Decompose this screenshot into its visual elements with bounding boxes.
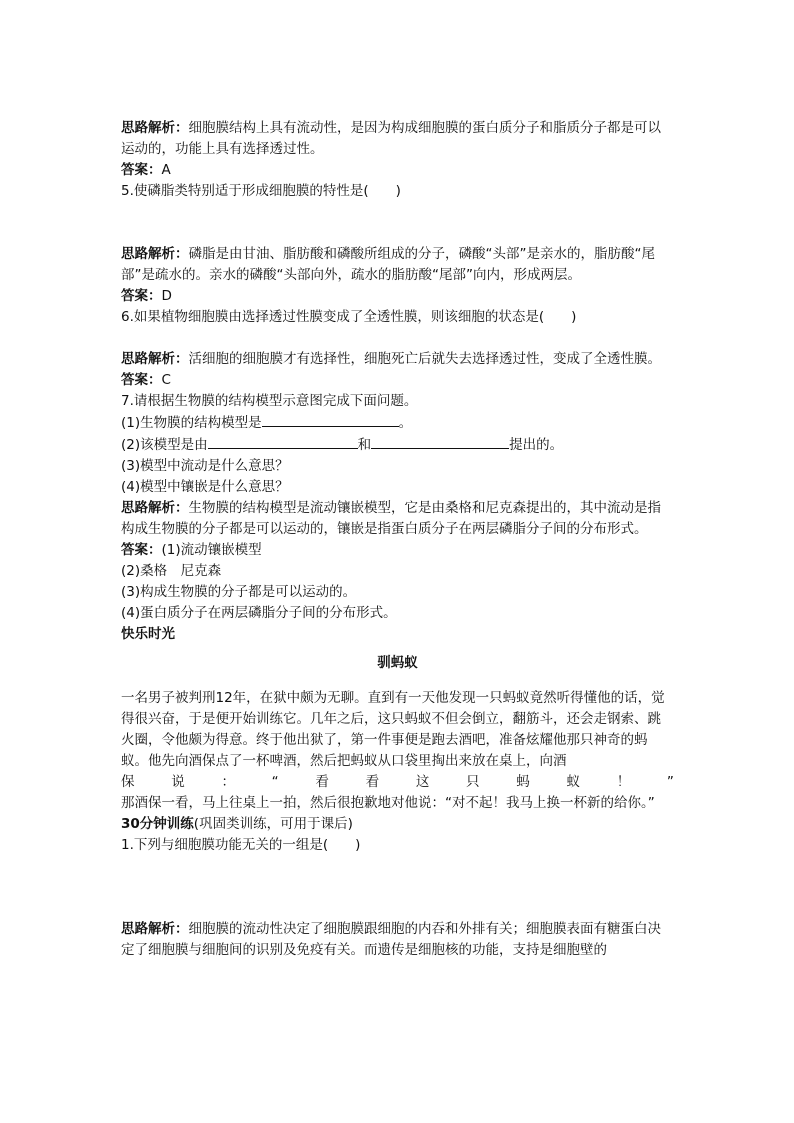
spread-char: 看: [315, 774, 329, 790]
spread-char: 蚁: [566, 774, 580, 790]
section-heading-bold: 30分钟训练: [121, 816, 194, 832]
analysis-label: 思路解析：: [121, 246, 189, 262]
content-column: [121, 118, 674, 961]
q4-answer: [121, 160, 674, 181]
s1-question: 1.下列与细胞膜功能无关的一组是( ): [121, 837, 361, 853]
q7-sub2-mid: 和: [357, 437, 372, 453]
spread-char: 蚂: [516, 774, 530, 790]
q6-analysis: [121, 349, 674, 370]
spread-char: 看: [365, 774, 380, 790]
analysis-text: 细胞膜结构上具有流动性，是因为构成细胞膜的蛋白质分子和脂质分子都是可以运动的，功能上具有选择透过性。: [121, 120, 661, 157]
q7-answer-1: [121, 540, 674, 561]
analysis-text: 活细胞的细胞膜才有选择性，细胞死亡后就失去选择透过性，变成了全透性膜。: [188, 351, 661, 367]
spacer: [121, 328, 674, 349]
fill-blank: [262, 412, 399, 427]
answer-label: 答案：: [121, 372, 162, 388]
section-heading: [121, 814, 674, 835]
q7-analysis: [121, 498, 674, 540]
q5-answer: [121, 286, 674, 307]
spacer: [121, 856, 674, 898]
analysis-label: 思路解析：: [121, 120, 189, 136]
q7-sub2-suffix: 提出的。: [509, 437, 564, 453]
q7-sub2: [121, 434, 674, 456]
spread-char: ”: [666, 774, 674, 790]
story-paragraph-end: 那酒保一看，马上往桌上一拍，然后很抱歉地对他说：“对不起！我马上换一杯新的给你。”: [121, 795, 655, 811]
analysis-label: 思路解析：: [121, 921, 189, 937]
spread-char: “: [271, 774, 279, 790]
answer-label: 答案：: [121, 288, 162, 304]
q7-sub1: [121, 412, 674, 434]
spread-char: ！: [616, 774, 631, 790]
answer-label: 答案：: [121, 162, 162, 178]
spread-char: 说: [171, 774, 185, 790]
q7-question: 7.请根据生物膜的结构模型示意图完成下面问题。: [121, 393, 418, 409]
q7-sub4: (4)模型中镶嵌是什么意思？: [121, 479, 289, 495]
q7-sub1-prefix: (1)生物膜的结构模型是: [121, 415, 262, 431]
section-heading-rest: (巩固类训练，可用于课后): [193, 816, 353, 832]
q7-sub3: (3)模型中流动是什么意思？: [121, 458, 289, 474]
q7-sub1-suffix: 。: [398, 415, 413, 431]
analysis-text: 磷脂是由甘油、脂肪酸和磷酸所组成的分子，磷酸“头部”是亲水的，脂肪酸“尾部”是疏水的。亲水的磷酸“头部向外，疏水的脂肪酸“尾部”向内，形成两层。: [121, 246, 655, 283]
q6-question: 6.如果植物细胞膜由选择透过性膜变成了全透性膜，则该细胞的状态是( ): [121, 309, 577, 325]
answer-label: 答案：: [121, 542, 162, 558]
fill-blank: [371, 434, 509, 449]
spacer: [121, 898, 674, 919]
s1-analysis: [121, 919, 674, 961]
q4-analysis: [121, 118, 674, 160]
analysis-label: 思路解析：: [121, 351, 189, 367]
happy-time-heading: 快乐时光: [121, 626, 175, 642]
analysis-label: 思路解析：: [121, 500, 189, 516]
q7-answer-2: (2)桑格 尼克森: [121, 563, 222, 579]
q7-answer-3: (3)构成生物膜的分子都是可以运动的。: [121, 584, 357, 600]
fill-blank: [208, 434, 358, 449]
story-spread-line: [121, 772, 674, 793]
q5-analysis: [121, 244, 674, 286]
spread-char: 只: [466, 774, 480, 790]
spread-char: 这: [415, 774, 430, 790]
spread-char: 保: [121, 774, 135, 790]
story-paragraph: 一名男子被判刑12年，在狱中颇为无聊。直到有一天他发现一只蚂蚁竟然听得懂他的话，觉得很兴奋，于是便开始训练它。几年之后，这只蚂蚁不但会倒立，翻筋斗，还会走钢索、跳火圈，令他颇为得意。终于他出狱了，第一件事便是跑去酒吧，准备炫耀他那只神奇的蚂蚁。他先向酒保点了一杯啤酒，然后把蚂蚁从口袋里掏出来放在桌上，向酒: [121, 690, 665, 769]
q6-answer: [121, 370, 674, 391]
answer-value: A: [161, 162, 171, 178]
analysis-text: 细胞膜的流动性决定了细胞膜跟细胞的内吞和外排有关；细胞膜表面有糖蛋白决定了细胞膜与细胞间的识别及免疫有关。而遗传是细胞核的功能，支持是细胞壁的: [121, 921, 661, 958]
answer-value: C: [161, 372, 171, 388]
story-title: 驯蚂蚁: [377, 655, 418, 671]
answer-value: D: [161, 288, 172, 304]
analysis-text: 生物膜的结构模型是流动镶嵌模型，它是由桑格和尼克森提出的，其中流动是指构成生物膜的分子都是可以运动的，镶嵌是指蛋白质分子在两层磷脂分子间的分布形式。: [121, 500, 661, 537]
q7-sub2-prefix: (2)该模型是由: [121, 437, 208, 453]
spread-char: ：: [221, 774, 235, 790]
answer-value: (1)流动镶嵌模型: [161, 542, 262, 558]
spacer: [121, 202, 674, 244]
q5-question: 5.使磷脂类特别适于形成细胞膜的特性是( ): [121, 183, 401, 199]
q7-answer-4: (4)蛋白质分子在两层磷脂分子间的分布形式。: [121, 605, 397, 621]
